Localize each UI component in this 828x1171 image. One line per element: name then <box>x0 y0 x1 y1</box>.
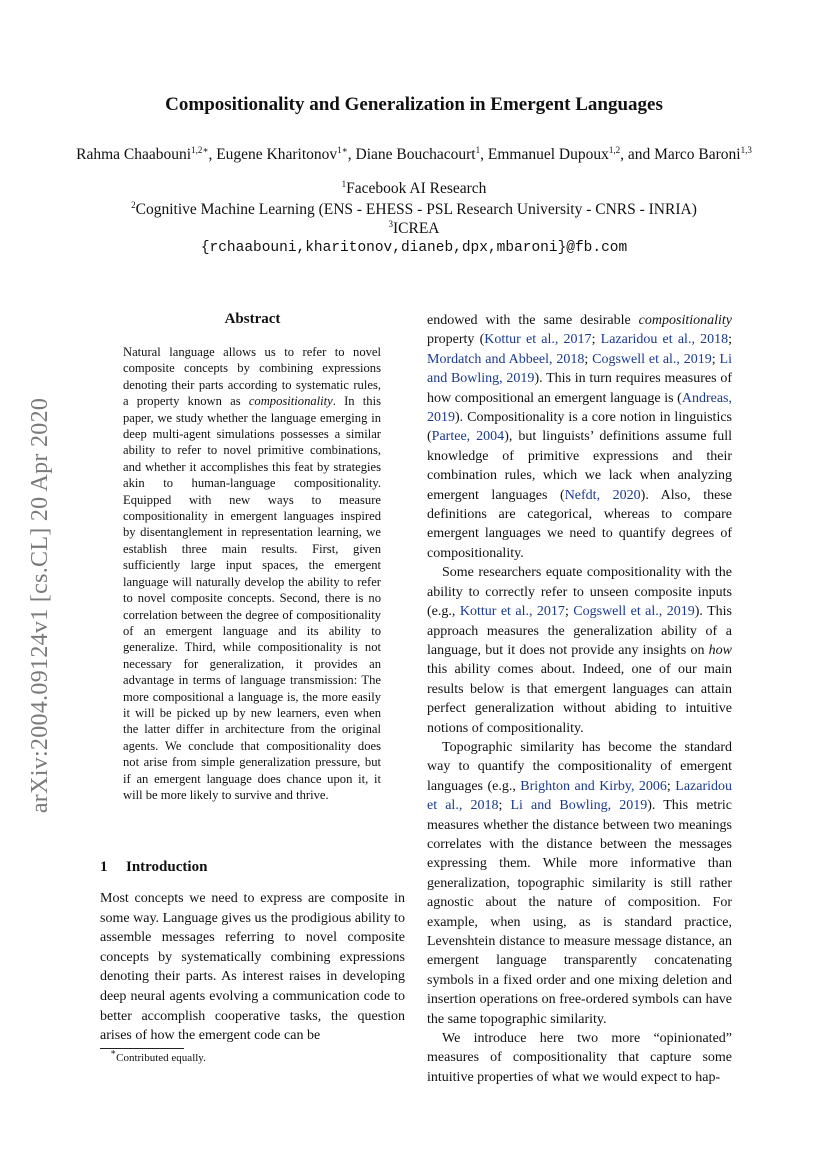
emphasis: compositionality <box>638 313 732 328</box>
text-run: Most concepts we need to express are composite in some way. Language gives us the prodigious ability to assemble messages referring to novel composite concepts by systematically combining expressions denoting their parts. As interest raises in developing deep neural agents evolving a communication code to better accomplish cooperative tasks, the question arises of how the emergent code can be <box>100 891 405 1044</box>
author-name: Rahma Chaabouni <box>76 146 192 163</box>
text-run: ). This approach measures the generalization ability of a language, but it does not provide any insights on <box>427 604 732 658</box>
text-run: ). This metric measures whether the distance between two meanings correlates with the distance between the messages expressing them. While more informative than generalization, topographic similarity is still rather agnostic about the nature of composition. For example, when using, as is standard practice, Levenshtein distance to measure message distance, an emergent language transparently concatenating symbols in a fixed order and one mixing deletion and insertion operations on free-ordered symbols can have the same topographic similarity. <box>427 798 732 1027</box>
text-run: this ability comes about. Indeed, one of our main results below is that emergent languages can attain perfect generalization without abiding to intuitive notions of compositionality. <box>427 662 732 736</box>
citation-link[interactable]: Brighton and Kirby, 2006 <box>520 778 667 794</box>
emphasis: compositionality <box>248 394 333 409</box>
author-separator: , <box>208 146 217 163</box>
text-run: endowed with the same desirable <box>427 313 639 328</box>
text-run: ; <box>711 351 720 367</box>
author-name: Emmanuel Dupoux <box>487 146 609 163</box>
author-affiliation-mark: 1 <box>475 145 481 155</box>
text-run: ), but linguists’ definitions assume full knowledge of primitive expressions and their combination rules, which we lack when analyzing emergent languages ( <box>427 429 732 503</box>
author-name: Diane Bouchacourt <box>355 146 476 163</box>
author-affiliation-mark: 1∗ <box>337 145 348 155</box>
citation-link[interactable]: Mordatch and Abbeel, 2018 <box>427 351 585 367</box>
text-run: ; <box>591 332 601 348</box>
body-paragraph <box>427 563 732 738</box>
author-name: Marco Baroni <box>654 146 741 163</box>
text-run: ; <box>564 604 574 620</box>
body-paragraph <box>427 311 732 563</box>
citation-link[interactable]: Lazaridou et al., 2018 <box>427 778 733 814</box>
paper-title: Compositionality and Generalization in Emergent Languages <box>165 94 663 115</box>
author-name: Eugene Kharitonov <box>216 146 338 163</box>
text-run: Natural language allows us to refer to novel composite concepts by combining expressions denoting their parts according to systematic rules, a property known as <box>123 345 381 409</box>
right-column <box>427 311 732 1087</box>
affiliation-1: $^1$Facebook AI Research <box>341 179 487 197</box>
author-separator: , <box>347 146 356 163</box>
text-run: Topographic similarity has become the standard way to quantify the compositionality of emergent languages (e.g., <box>427 739 732 794</box>
text-run: . In this paper, we study whether the language emerging in deep multi-agent simulations possesses a similar ability to refer to novel primitive combinations, and whether it accomplishes this feat by strategies akin to human-language compositionality. Equipped with new ways to measure compositionality in emergent languages inspired by disentanglement in representation learning, we establish three main results. First, given sufficiently large input spaces, the emergent language will naturally develop the ability to refer to novel composite concepts. Second, there is no correlation between the degree of compositionality of an emergent language and its ability to generalize. Third, while compositionality is not necessary for generalization, it provides an advantage in terms of language transmission: The more compositional a language is, the more easily it will be picked up by new learners, even when the latter differ in architecture from the original agents. We conclude that compositionality does not arise from simple generalization pressure, but if an emergent language does chance upon it, it will be more likely to survive and thrive. <box>123 394 381 802</box>
citation-link[interactable]: Cogswell et al., 2019 <box>592 351 712 367</box>
affiliation-3: $^3$ICREA <box>388 219 440 237</box>
text-run: ; <box>666 778 676 794</box>
body-paragraph <box>427 738 732 1029</box>
citation-link[interactable]: Cogswell et al., 2019 <box>573 604 695 620</box>
section-heading-introduction: 1 Introduction <box>100 859 208 875</box>
abstract-heading: Abstract <box>224 311 281 327</box>
text-run: ). Also, these definitions are categorical, whereas to compare emergent languages we need to quantify degrees of compositionality. <box>427 487 732 561</box>
citation-link[interactable]: Kottur et al., 2017 <box>484 332 592 348</box>
citation-link[interactable]: Li and Bowling, 2019 <box>510 798 648 814</box>
text-run: ). Compositionality is a core notion in linguistics ( <box>427 410 732 445</box>
text-run: ; <box>584 351 593 367</box>
footnote: ∗Contributed equally. <box>110 1047 206 1064</box>
citation-link[interactable]: Lazaridou et al., 2018 <box>600 332 729 348</box>
author-affiliation-mark: 1,3 <box>740 145 752 155</box>
text-run: Some researchers equate compositionality with the ability to correctly refer to unseen composite inputs (e.g., <box>427 565 732 620</box>
citation-link[interactable]: Nefdt, 2020 <box>564 487 641 503</box>
text-run: ). This in turn requires measures of how compositional an emergent language is ( <box>427 371 732 406</box>
affiliation-2: $^2$Cognitive Machine Learning (ENS - EHESS - PSL Research University - CNRS - INRIA) <box>131 200 697 218</box>
emphasis: how <box>708 642 732 658</box>
intro-paragraph <box>100 889 405 1046</box>
author-separator: , <box>480 146 488 163</box>
author-list <box>0 146 828 164</box>
citation-link[interactable]: Andreas, 2019 <box>427 390 732 426</box>
text-run: ; <box>728 332 733 348</box>
author-separator: , and <box>620 146 655 163</box>
text-run: ; <box>498 798 511 814</box>
body-paragraph <box>427 1029 732 1087</box>
text-run: property ( <box>427 332 485 348</box>
author-emails: {rchaabouni,kharitonov,dianeb,dpx,mbaroni}@fb.com <box>200 240 628 256</box>
arxiv-stamp: arXiv:2004.09124v1 [cs.CL] 20 Apr 2020 <box>27 397 54 813</box>
citation-link[interactable]: Kottur et al., 2017 <box>459 604 565 620</box>
citation-link[interactable]: Li and Bowling, 2019 <box>427 351 732 387</box>
author-affiliation-mark: 1,2∗ <box>191 145 209 155</box>
author-affiliation-mark: 1,2 <box>608 145 621 155</box>
abstract-body <box>123 344 381 803</box>
citation-link[interactable]: Partee, 2004 <box>431 429 505 445</box>
text-run: We introduce here two more “opinionated” measures of compositionality that capture some intuitive properties of what we would expect to hap- <box>427 1031 732 1085</box>
